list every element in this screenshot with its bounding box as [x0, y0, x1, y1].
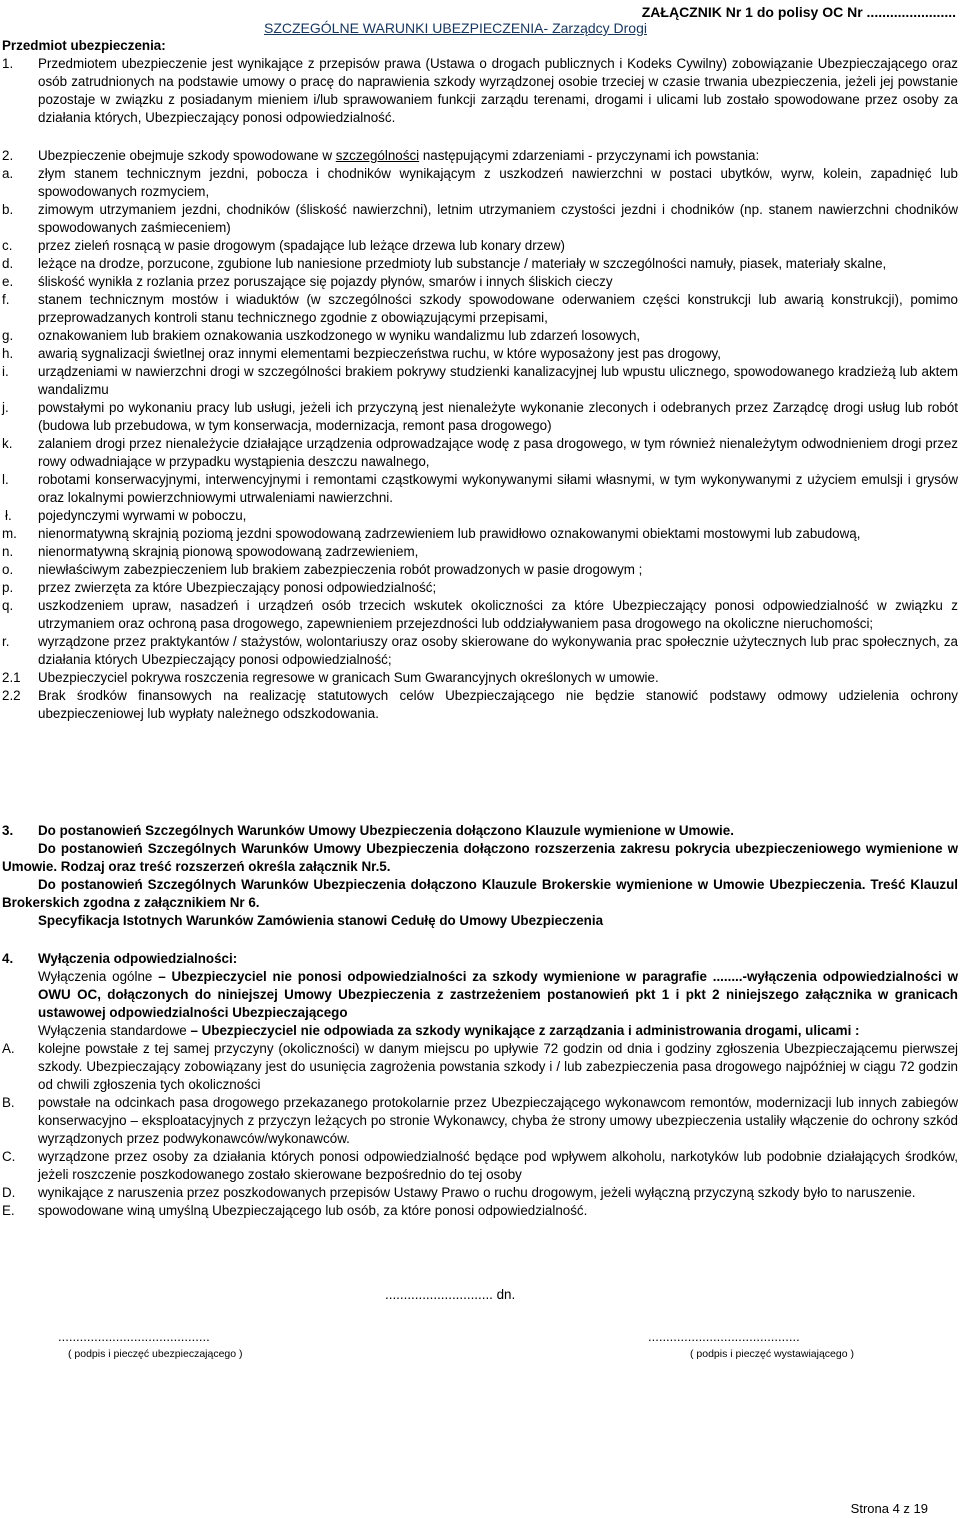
exclusion-item — [2, 1094, 958, 1148]
general-exclusions-text: – Ubezpieczyciel nie ponosi odpowiedzialności za szkody wymienione w paragrafie ........-wyłączenia odpowiedzialności w OWU OC, dołączonych do niniejszej Umowy Ubezpieczenia z zastrzeżeniem postanowień pkt 1 i pkt 2 niniejszego załącznika w granicach ustawowej odpowiedzialności Ubezpieczającego — [38, 969, 959, 1020]
general-exclusions-label: Wyłączenia ogólne — [38, 969, 153, 984]
list-item-text: leżące na drodze, porzucone, zgubione lub naniesione przedmioty lub substancje / materiały w szczególności namuły, piasek, materiały skalne, — [38, 256, 887, 271]
list-item-text: niewłaściwym zabezpieczeniem lub brakiem zabezpieczenia robót prowadzonych w pasie drogowym ; — [38, 562, 643, 577]
exclusion-item — [2, 1148, 958, 1184]
list-item-text: zalaniem drogi przez nienależycie działające urządzenia odprowadzające wodę z pasa drogowego, w tym również nienależytym odwodnieniem drogi przez rowy odwadniające w przypadku wystąpienia deszczu nawalnego, — [38, 436, 958, 469]
list-marker: r. — [2, 634, 10, 649]
section-number: 1. — [2, 56, 14, 71]
insured-signature-dots: .......................................... — [58, 1329, 210, 1344]
standard-exclusions — [2, 1022, 958, 1040]
list-marker: p. — [2, 580, 14, 595]
list-item — [2, 327, 958, 345]
list-marker: g. — [2, 328, 14, 343]
list-item — [2, 561, 958, 579]
list-item-text: spowodowane winą umyślną Ubezpieczającego lub osób, za które ponosi odpowiedzialność. — [38, 1203, 588, 1218]
intro-text: Ubezpieczenie obejmuje szkody spowodowane w — [38, 148, 336, 163]
subsection-number: 2.2 — [2, 688, 21, 703]
list-marker: a. — [2, 166, 14, 181]
intro-underlined: szczególności — [335, 148, 420, 163]
subsection-2-1 — [2, 669, 958, 687]
list-marker: e. — [2, 274, 14, 289]
list-item-text: robotami konserwacyjnymi, interwencyjnymi i remontami cząstkowymi wykonywanymi siłami własnymi, w tym wykonywanymi z użyciem emulsji i grysów oraz lokalnymi powierzchniowymi utrwaleniami nawierzchni. — [38, 472, 958, 505]
section-number: 3. — [2, 823, 14, 838]
section-2 — [2, 147, 958, 723]
conditions-subtitle: SZCZEGÓLNE WARUNKI UBEZPIECZENIA- Zarządcy Drogi — [264, 20, 647, 36]
list-item-text: wynikające z naruszenia przez poszkodowanych przepisów Ustawy Prawo o ruchu drogowym, jeżeli wyłączną przyczyną szkody było to naruszenie. — [38, 1185, 916, 1200]
intro-text-end: następującymi zdarzeniami - przyczynami ich powstania: — [419, 148, 760, 163]
list-marker: n. — [2, 544, 14, 559]
subsection-text: Ubezpieczyciel pokrywa roszczenia regresowe w granicach Sum Gwarancyjnych określonych w umowie. — [38, 670, 659, 685]
section-number: 2. — [2, 148, 14, 163]
list-item — [2, 507, 958, 525]
list-item-text: zimowym utrzymaniem jezdni, chodników (śliskość nawierzchni), letnim utrzymaniem czystości jezdni i chodników (np. stanem nawierzchni chodników spowodowanych zaśmieceniem) — [38, 202, 958, 235]
list-item — [2, 435, 958, 471]
list-marker: ł. — [5, 508, 12, 523]
exclusion-item — [2, 1184, 958, 1202]
standard-exclusions-label: Wyłączenia standardowe — [38, 1023, 187, 1038]
subsection-number: 2.1 — [2, 670, 21, 685]
date-line: ............................. dn. — [385, 1287, 516, 1302]
list-item-text: złym stanem technicznym jezdni, pobocza i chodników wynikającym z uszkodzeń nawierzchni w postaci ubytków, wyrw, kolein, zapadnięć lub spowodowanych rozmyciem, — [38, 166, 958, 199]
section-4-heading-row — [2, 950, 958, 968]
list-item — [2, 345, 958, 363]
list-item-text: oznakowaniem lub brakiem oznakowania uszkodzonego w wyniku wandalizmu lub zdarzeń losowych, — [38, 328, 641, 343]
list-marker: q. — [2, 598, 14, 613]
list-item-text: powstałymi po wykonaniu pracy lub usługi, jeżeli ich przyczyną jest nienależyte wykonanie zleconych i odebranych przez Zarządcę drogi usług lub robót (budowa lub przebudowa, w tym konserwacja, modernizacja, remont pasa drogowego) — [38, 400, 958, 433]
section-number: 4. — [2, 951, 14, 966]
list-marker: f. — [2, 292, 10, 307]
list-marker: d. — [2, 256, 14, 271]
issuer-signature-label: ( podpis i pieczęć wystawiającego ) — [690, 1348, 854, 1360]
page-number: Strona 4 z 19 — [850, 1501, 928, 1516]
issuer-signature-dots: .......................................... — [648, 1329, 800, 1344]
list-item-text: uszkodzeniem upraw, nasadzeń i urządzeń osób trzecich wskutek okoliczności za które Ubezpieczający ponosi odpowiedzialność w związku z utrzymaniem oraz ochroną pasa drogowego, zapewnieniem przejezdności lub oddziaływaniem pasa drogowego na okoliczne nieruchomości; — [38, 598, 958, 631]
exclusion-item — [2, 1202, 958, 1220]
list-marker: k. — [2, 436, 13, 451]
list-item — [2, 291, 958, 327]
list-marker: l. — [2, 472, 9, 487]
section-3-text-1: Do postanowień Szczególnych Warunków Umowy Ubezpieczenia dołączono Klauzule wymienione w Umowie. — [38, 823, 734, 838]
section-3-text-3: Do postanowień Szczególnych Warunków Ubezpieczenia dołączono Klauzule Brokerskie wymienione w Umowie Ubezpieczenia. Treść Klauzul Brokerskich zgodna z załącznikiem Nr 6. — [2, 877, 958, 910]
list-item — [2, 363, 958, 399]
section-2-intro — [2, 147, 958, 165]
list-item — [2, 543, 958, 561]
list-item — [2, 237, 958, 255]
insured-signature-label: ( podpis i pieczęć ubezpieczającego ) — [68, 1348, 243, 1360]
list-marker: i. — [2, 364, 9, 379]
standard-exclusions-text: – Ubezpieczyciel nie odpowiada za szkody wynikające z zarządzania i administrowania drogami, ulicami : — [186, 1023, 860, 1038]
list-item-text: pojedynczymi wyrwami w poboczu, — [38, 508, 247, 523]
list-item-text: przez zieleń rosnącą w pasie drogowym (spadające lub leżące drzewa lub konary drzew) — [38, 238, 565, 253]
list-marker: E. — [2, 1203, 15, 1218]
list-item-text: śliskość wynikła z rozlania przez poruszające się pojazdy płynów, smarów i innych śliskich cieczy — [38, 274, 613, 289]
list-item-text: nienormatywną skrajnią poziomą jezdni spowodowaną zadrzewieniem lub prawidłowo oznakowanymi obiektami mostowymi lub zabudową, — [38, 526, 861, 541]
list-item-text: awarią sygnalizacji świetlnej oraz innymi elementami bezpieczeństwa ruchu, w które wyposażony jest pas drogowy, — [38, 346, 721, 361]
section-3-line-1 — [2, 822, 958, 840]
list-item-text: powstałe na odcinkach pasa drogowego przekazanego protokolarnie przez Ubezpieczającego wykonawcom remontów, modernizacji lub innych zabiegów konserwacyjno – eksploatacyjnych z przyczyn leżących po stronie Wykonawcy, chyba że strony umowy ubezpieczenia ustaliły włączenie do ochrony szkód wyrządzonych przez podwykonawców/wykonawców. — [38, 1095, 958, 1146]
list-item — [2, 399, 958, 435]
list-marker: o. — [2, 562, 14, 577]
list-item-text: przez zwierzęta za które Ubezpieczający ponosi odpowiedzialność; — [38, 580, 437, 595]
list-item — [2, 525, 958, 543]
list-marker: c. — [2, 238, 13, 253]
section-4-list — [2, 1040, 958, 1220]
list-marker: m. — [2, 526, 17, 541]
list-item — [2, 633, 958, 669]
section-1-paragraph — [2, 55, 958, 127]
list-item — [2, 201, 958, 237]
list-marker: j. — [2, 400, 9, 415]
section-1 — [2, 55, 958, 127]
list-item — [2, 273, 958, 291]
section-3-text-4: Specyfikacja Istotnych Warunków Zamówienia stanowi Cedułę do Umowy Ubezpieczenia — [38, 913, 604, 928]
exclusion-item — [2, 1040, 958, 1094]
section-3-text-2: Do postanowień Szczególnych Warunków Umowy Ubezpieczenia dołączono rozszerzenia zakresu pokrycia ubezpieczeniowego wymienione w Umowie. Rodzaj oraz treść rozszerzeń określa załącznik Nr.5. — [2, 841, 958, 874]
list-item-text: urządzeniami w nawierzchni drogi w szczególności brakiem pokrywy studzienki kanalizacyjnej lub wpustu ulicznego, spowodowanego kradzieżą lub aktem wandalizmu — [38, 364, 958, 397]
section-4 — [2, 950, 958, 1220]
list-item — [2, 165, 958, 201]
list-item — [2, 579, 958, 597]
list-item-text: wyrządzone przez osoby za działania których ponosi odpowiedzialność będące pod wpływem alkoholu, narkotyków lub podobnie działających środków, jeżeli roszczenie poszkodowanego zostało skierowane bezpośrednio do tej osoby — [38, 1149, 958, 1182]
list-marker: C. — [2, 1149, 16, 1164]
subsection-2-2 — [2, 687, 958, 723]
subject-heading: Przedmiot ubezpieczenia: — [2, 38, 166, 53]
section-2-list — [2, 165, 958, 669]
list-item-text: wyrządzone przez praktykantów / stażystów, wolontariuszy oraz osoby skierowane do wykonywania prac społecznie użytecznych lub prac społecznych, za działania których Ubezpieczający ponosi odpowiedzialność; — [38, 634, 958, 667]
general-exclusions — [2, 968, 958, 1022]
attachment-title: ZAŁĄCZNIK Nr 1 do polisy OC Nr ....................... — [641, 4, 956, 20]
list-marker: D. — [2, 1185, 16, 1200]
subsection-text: Brak środków finansowych na realizację statutowych celów Ubezpieczającego nie będzie stanowić podstawy odmowy udzielenia ochrony ubezpieczeniowej lub wypłaty należnego odszkodowania. — [38, 688, 958, 721]
list-marker: b. — [2, 202, 14, 217]
section-4-heading: Wyłączenia odpowiedzialności: — [38, 951, 238, 966]
list-item-text: kolejne powstałe z tej samej przyczyny (okoliczności) w danym miejscu po upływie 72 godzin od dnia i godziny zgłoszenia Ubezpieczającemu pierwszej szkody. Ubezpieczający zobowiązany jest do usunięcia zagrożenia powstania szkody i / lub zabezpieczenia pasa drogowego najpóźniej w ciągu 72 godzin od chwili zgłoszenia tych okoliczności — [38, 1041, 958, 1092]
list-item — [2, 255, 958, 273]
list-item-text: nienormatywną skrajnią pionową spowodowaną zadrzewieniem, — [38, 544, 419, 559]
section-text: Przedmiotem ubezpieczenie jest wynikające z przepisów prawa (Ustawa o drogach publicznych i Kodeks Cywilny) zobowiązanie Ubezpieczającego oraz osób zatrudnionych na podstawie umowy o pracę do naprawienia szkody wyrządzonej osobie trzeciej w czasie trwania ubezpieczenia, jeżeli jej powstanie pozostaje w związku z posiadanym mieniem i/lub sprawowaniem funkcji zarządu terenami, drogami i ulicami lub zostało spowodowane przez osoby za działania których, Ubezpieczający ponosi odpowiedzialność. — [38, 56, 958, 125]
list-marker: h. — [2, 346, 14, 361]
list-item — [2, 471, 958, 507]
list-marker: A. — [2, 1041, 15, 1056]
section-3 — [2, 822, 958, 930]
list-item-text: stanem technicznym mostów i wiaduktów (w szczególności szkody spowodowane oderwaniem części konstrukcji lub awarią konstrukcji), pomimo przeprowadzanych kontroli stanu technicznego zgodnie z obowiązującymi przepisami, — [38, 292, 958, 325]
list-item — [2, 597, 958, 633]
list-marker: B. — [2, 1095, 15, 1110]
